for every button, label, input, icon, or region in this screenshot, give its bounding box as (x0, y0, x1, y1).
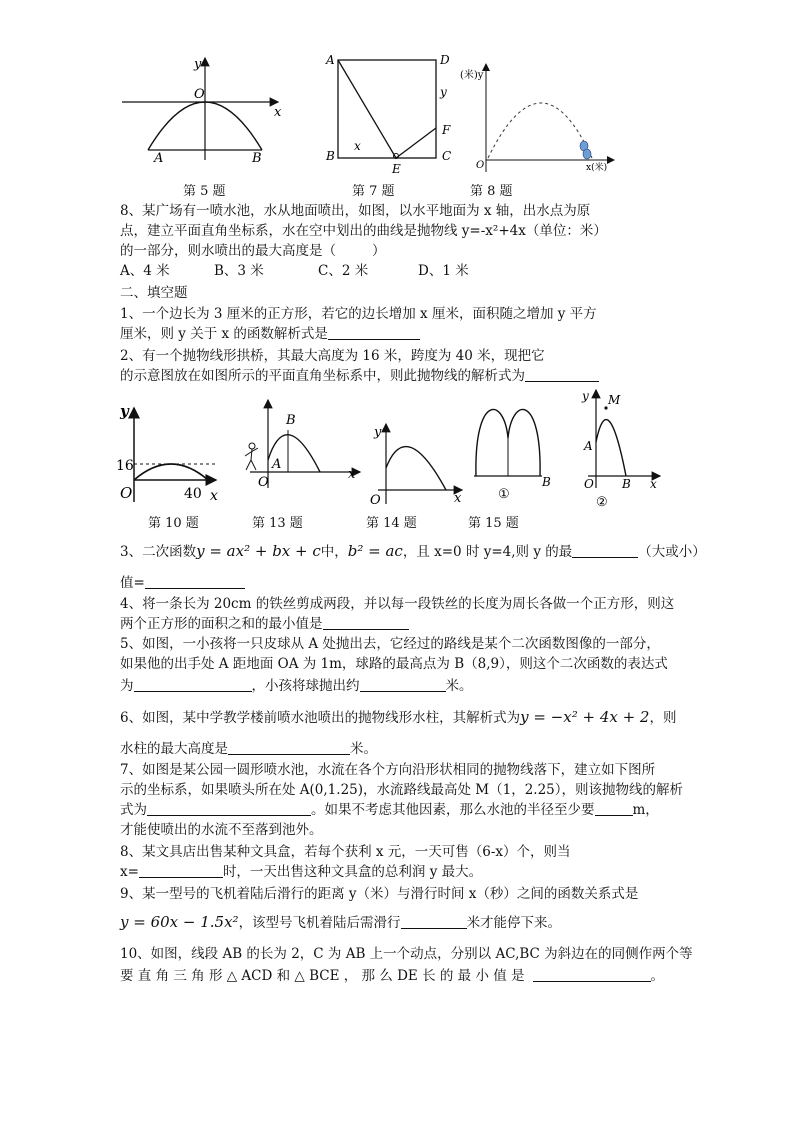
f7-line3 (120, 800, 659, 820)
f6-expr: y = −x² + 4x + 2 (520, 708, 650, 726)
section-title: 二、填空题 (120, 285, 188, 301)
fig13-A-label: A (272, 457, 282, 472)
fig15b-B-label: B (622, 477, 631, 491)
f5-line1: 5、如图，一小孩将一只皮球从 A 处抛出去，它经过的路线是某个二次函数图像的一部分， (120, 636, 660, 652)
f6-text-b: ，则 (649, 710, 677, 726)
fig14-caption: 第 14 题 (366, 516, 417, 531)
fig15-caption: 第 15 题 (468, 516, 519, 531)
figure-7 (322, 52, 462, 177)
fig14-x-label: x (454, 491, 462, 506)
f9-expr: y = 60x − 1.5x² (120, 913, 239, 931)
f2-line1: 2、有一个抛物线形拱桥，其最大高度为 16 米，跨度为 40 米，现把它 (120, 348, 545, 364)
f1-line2-text: 厘米，则 y 关于 x 的函数解析式是 (120, 326, 328, 342)
figure-13 (236, 398, 366, 498)
fig13-x-label: x (348, 467, 356, 482)
q8-option-b: B、3 米 (214, 263, 264, 279)
f10-line1: 10、如图，线段 AB 的长为 2，C 为 AB 上一个动点，分别以 AC,BC 为斜边在的同侧作两个等 (120, 946, 693, 962)
f7-line4: 才能使喷出的水流不至落到池外。 (120, 822, 323, 838)
f3-text-c: ，且 x=0 时 y=4,则 y 的最 (402, 544, 573, 560)
fig5-x-label: x (274, 105, 282, 120)
fig5-origin-label: O (194, 87, 205, 102)
f8-line2 (120, 862, 482, 882)
fig15b-x-label: x (650, 477, 657, 491)
f7-line3-c: m， (632, 802, 659, 818)
child-figure-icon (245, 443, 258, 470)
f6-line2-a: 水柱的最大高度是 (120, 741, 228, 757)
f5-line2: 如果他的出手处 A 距地面 OA 为 1m，球路的最高点为 B（8,9），则这个二次函数的表达式 (120, 656, 668, 672)
f7-answer-blank-2[interactable] (595, 801, 633, 816)
f3-expr-2: b² = ac (347, 542, 403, 560)
f10-line2-a: 要 直 角 三 角 形 △ ACD 和 △ BCE ， 那 么 DE 长 的 最 小 值 是 (120, 968, 525, 984)
figure-15-part-2 (578, 388, 668, 513)
f7-line2: 示的坐标系，如果喷头所在处 A(0,1.25)，水流路线最高处 M（1，2.25），则该抛物线的解析 (120, 782, 684, 798)
f3-text-b: 中， (320, 544, 348, 560)
f8-line1: 8、某文具店出售某种文具盒，若每个获利 x 元，一天可售（6-x）个，则当 (120, 844, 571, 860)
fig7-caption: 第 7 题 (352, 184, 395, 199)
q8-line2: 点，建立平面直角坐标系，水在空中划出的曲线是抛物线 y=-x²+4x（单位：米） (120, 223, 607, 239)
f4-line2 (120, 614, 409, 634)
figure-10 (116, 402, 226, 504)
fig14-y-label: y (374, 425, 382, 440)
q8-option-c: C、2 米 (318, 263, 369, 279)
f5-answer-blank-2[interactable] (360, 677, 446, 692)
f5-line3 (120, 676, 473, 696)
f4-line1: 4、将一条长为 20cm 的铁丝剪成两段，并以每一段铁丝的长度为周长各做一个正方形，则这 (120, 596, 675, 612)
fig13-caption: 第 13 题 (252, 516, 303, 531)
fig10-16-label: 16 (116, 458, 134, 474)
figure-5 (118, 52, 288, 166)
fig14-origin-label: O (370, 493, 381, 508)
fig15b-A-label: A (584, 439, 593, 453)
f4-answer-blank[interactable] (323, 615, 409, 630)
f10-line2 (120, 966, 664, 986)
fig10-y-label: y (120, 402, 129, 420)
f10-answer-blank[interactable] (533, 967, 651, 982)
fig7-A-label: A (326, 53, 335, 67)
q8-options (120, 261, 469, 281)
f6-line2-b: 米。 (350, 741, 377, 757)
figure-8 (460, 56, 620, 176)
f7-line1: 7、如图是某公园一圆形喷水池，水流在各个方向沿形状相同的抛物线落下，建立如下图所 (120, 762, 656, 778)
fig15-circled-2: ② (596, 495, 608, 510)
q8-line1: 8、某广场有一喷水池，水从地面喷出，如图，以水平地面为 x 轴，出水点为原 (120, 203, 591, 219)
f6-text-a: 6、如图，某中学教学楼前喷水池喷出的抛物线形水柱，其解析式为 (120, 710, 521, 726)
f5-line3-c: 米。 (445, 678, 473, 694)
fig8-origin-label: O (476, 160, 485, 171)
f3-expr-1: y = ax² + bx + c (196, 542, 321, 560)
fig10-40-label: 40 (184, 486, 202, 502)
fig15-circled-1: ① (498, 487, 510, 502)
fig7-D-label: D (440, 53, 450, 67)
f9-line1: 9、某一型号的飞机着陆后滑行的距离 y（米）与滑行时间 x（秒）之间的函数关系式是 (120, 886, 639, 902)
fig10-x-label: x (210, 488, 218, 504)
f6-line2 (120, 739, 377, 759)
fig7-B-label: B (326, 149, 335, 163)
fig5-y-label: y (194, 57, 202, 72)
f5-answer-blank-1[interactable] (134, 677, 252, 692)
fig7-y-label: y (440, 85, 447, 99)
fig13-B-label: B (286, 413, 296, 428)
fig8-y-label: (米)y (460, 70, 484, 81)
f9-line2 (120, 912, 561, 933)
fig15b-origin-label: O (584, 477, 594, 491)
f9-line2-a: ，该型号飞机着陆后需滑行 (238, 915, 401, 931)
f6-answer-blank[interactable] (228, 740, 350, 755)
f1-line1: 1、一个边长为 3 厘米的正方形，若它的边长增加 x 厘米，面积随之增加 y 平方 (120, 306, 597, 322)
fig8-caption: 第 8 题 (470, 184, 513, 199)
f9-line2-b: 米才能停下来。 (466, 915, 562, 931)
f7-line3-a: 式为 (120, 802, 147, 818)
f2-answer-blank[interactable] (525, 367, 599, 382)
f9-answer-blank[interactable] (401, 914, 467, 929)
f10-line2-b: 。 (650, 968, 665, 984)
fig13-origin-label: O (258, 475, 269, 490)
fig7-F-label: F (442, 123, 451, 137)
f1-answer-blank[interactable] (328, 325, 420, 340)
q8-option-a: A、4 米 (120, 263, 170, 279)
f5-line3-b: ，小孩将球抛出约 (251, 678, 360, 694)
f2-line2 (120, 366, 599, 386)
f3-text-a: 3、二次函数 (120, 544, 197, 560)
q8-line3 (120, 241, 386, 261)
f8-answer-blank[interactable] (139, 863, 223, 878)
f2-line2-text: 的示意图放在如图所示的平面直角坐标系中，则此抛物线的解析式为 (120, 368, 525, 384)
f4-line2-text: 两个正方形的面积之和的最小值是 (120, 616, 323, 632)
fig15b-y-label: y (582, 389, 589, 403)
f3-answer-blank-2[interactable] (145, 574, 245, 589)
fig5-B-label: B (252, 151, 262, 166)
fig7-E-label: E (392, 162, 401, 176)
fig5-A-label: A (154, 151, 164, 166)
f5-line3-a: 为 (120, 678, 134, 694)
f1-line2 (120, 324, 420, 344)
f3-line2-text: 值= (120, 575, 145, 591)
fig7-C-label: C (442, 149, 452, 163)
fig7-x-label: x (354, 139, 361, 153)
f8-line2-b: 时，一天出售这种文具盒的总利润 y 最大。 (222, 864, 483, 880)
fig10-caption: 第 10 题 (148, 516, 199, 531)
fig8-x-label: x(米) (586, 163, 608, 173)
figure-15-part-1 (470, 400, 560, 505)
f3-text-d: （大或小） (638, 544, 706, 560)
figure-14 (362, 420, 472, 510)
f3-line1 (120, 541, 706, 562)
fig5-caption: 第 5 题 (183, 184, 226, 199)
f3-answer-blank-1[interactable] (572, 543, 638, 558)
fig15b-M-label: M (608, 393, 621, 407)
f3-line2 (120, 573, 245, 593)
fig10-origin-label: O (120, 484, 133, 502)
q8-line3-a: 的一部分，则水喷出的最大高度是（ (120, 243, 336, 259)
f6-line1 (120, 707, 676, 728)
f7-answer-blank-1[interactable] (147, 801, 311, 816)
f8-line2-a: x= (120, 864, 139, 880)
q8-line3-b: ） (372, 243, 386, 259)
f7-line3-b: 。如果不考虑其他因素，那么水池的半径至少要 (311, 802, 595, 818)
q8-option-d: D、1 米 (418, 263, 469, 279)
fig15a-B-label: B (542, 475, 551, 489)
